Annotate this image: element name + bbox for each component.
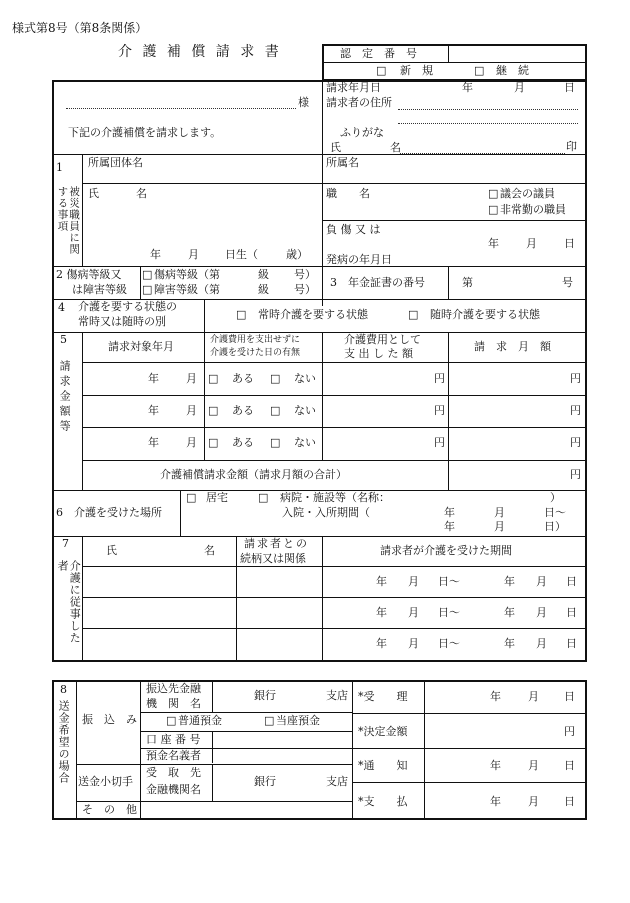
cert-new-checkbox[interactable]: □ <box>376 64 387 77</box>
seal-mark: 印 <box>566 140 577 153</box>
row2-yes-checkbox[interactable]: □ <box>208 404 219 417</box>
request-text: 下記の介護補償を請求します。 <box>68 126 222 139</box>
s1-vertical-label: 被災職員に関する事項 <box>56 186 81 255</box>
addressee-suffix: 様 <box>298 96 309 109</box>
claim-total-label: 介護補償請求金額（請求月額の合計） <box>160 468 347 481</box>
job-title-label: 職 名 <box>326 187 370 200</box>
job-opt1-checkbox[interactable]: □ <box>488 187 499 200</box>
s5-vertical-label: 請求金額等 <box>58 360 72 435</box>
s8-vertical-label: 送金希望の場合 <box>57 700 71 784</box>
dept-name-label: 所属名 <box>326 156 359 169</box>
row3-no-checkbox[interactable]: □ <box>270 436 281 449</box>
facility-checkbox[interactable]: □ <box>258 491 269 504</box>
row1-yes-checkbox[interactable]: □ <box>208 372 219 385</box>
cert-continue-checkbox[interactable]: □ <box>474 64 485 77</box>
org-name-label: 所属団体名 <box>88 156 143 169</box>
row1-no-checkbox[interactable]: □ <box>270 372 281 385</box>
cert-new-label: 新 規 <box>400 64 433 77</box>
savings-checkbox[interactable]: □ <box>166 714 177 727</box>
constant-care-checkbox[interactable]: □ <box>236 308 247 321</box>
cert-continue-label: 継 続 <box>496 64 529 77</box>
form-number: 様式第8号（第8条関係） <box>12 21 148 35</box>
checking-checkbox[interactable]: □ <box>264 714 275 727</box>
form-title: 介 護 補 償 請 求 書 <box>118 44 282 60</box>
row2-no-checkbox[interactable]: □ <box>270 404 281 417</box>
disability-grade-checkbox[interactable]: □ <box>142 283 153 296</box>
cert-label: 認 定 番 号 <box>340 47 417 60</box>
job-opt2-checkbox[interactable]: □ <box>488 203 499 216</box>
requester-address-label: 請求者の住所 <box>326 96 392 109</box>
remittance-box <box>52 680 587 820</box>
row3-yes-checkbox[interactable]: □ <box>208 436 219 449</box>
injury-grade-checkbox[interactable]: □ <box>142 268 153 281</box>
s7-vertical-label: 介護に従事した者 <box>56 560 82 644</box>
request-date-label: 請求年月日 <box>326 81 381 94</box>
furigana-label: ふりがな <box>340 126 384 139</box>
occasional-care-checkbox[interactable]: □ <box>408 308 419 321</box>
home-checkbox[interactable]: □ <box>186 491 197 504</box>
